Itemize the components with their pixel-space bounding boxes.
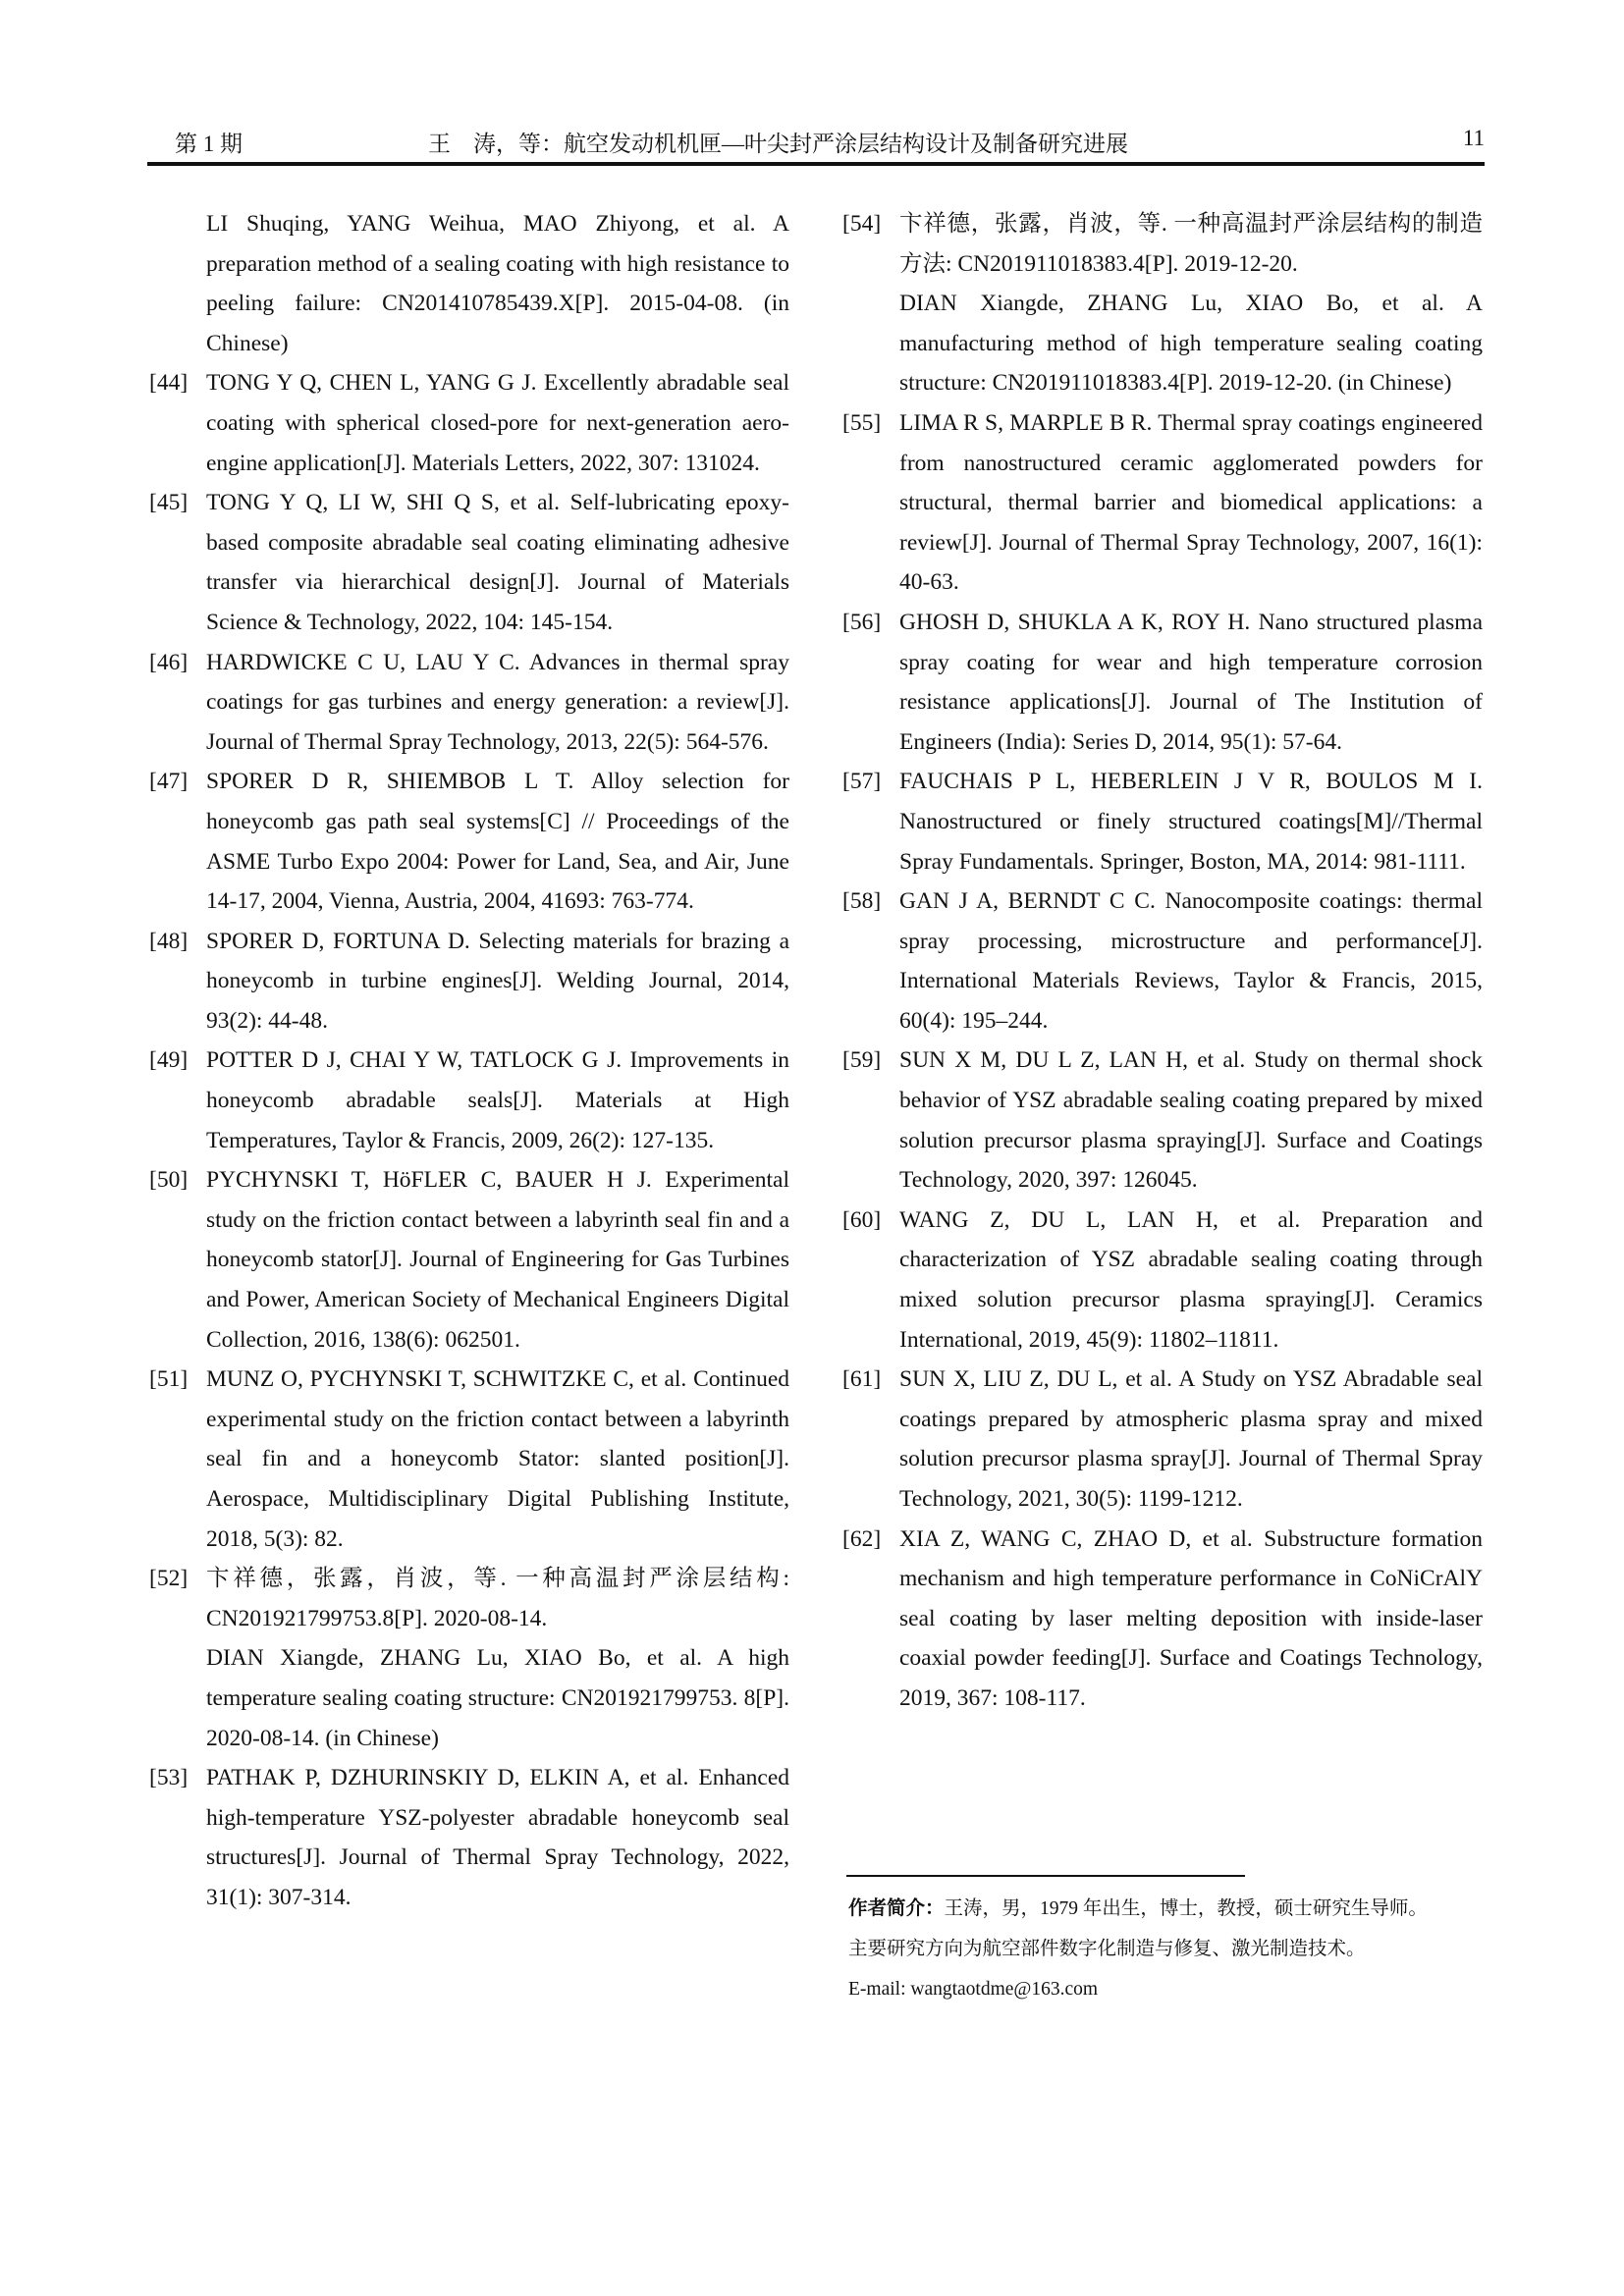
reference-entry — [842, 204, 1483, 284]
reference-entry — [842, 881, 1483, 1041]
running-header — [175, 126, 1485, 161]
reference-text: POTTER D J, CHAI Y W, TATLOCK G J. Improvements in honeycomb abradable seals[J]. Materials at High Temperatures, Taylor & Francis, 2009, 26(2): 127-135. — [206, 1047, 789, 1153]
reference-number: [62] — [842, 1525, 882, 1552]
reference-text: SUN X M, DU L Z, LAN H, et al. Study on thermal shock behavior of YSZ abradable sealing coating prepared by mixed solution precursor plasma spraying[J]. Surface and Coatings Technology, 2020, 397: 126045. — [899, 1047, 1483, 1194]
page-number: 11 — [1462, 126, 1485, 150]
reference-entry — [149, 762, 789, 921]
reference-entry — [149, 363, 789, 483]
reference-number: [58] — [842, 888, 882, 915]
reference-number: [59] — [842, 1047, 882, 1074]
reference-text: WANG Z, DU L, LAN H, et al. Preparation and characterization of YSZ abradable sealing coating through mixed solution precursor plasma spraying[J]. Ceramics International, 2019, 45(9): 11802–11811. — [899, 1206, 1483, 1353]
reference-entry — [149, 643, 789, 763]
reference-entry — [149, 1559, 789, 1638]
reference-number: [60] — [842, 1206, 882, 1233]
reference-entry — [149, 483, 789, 642]
reference-text: TONG Y Q, LI W, SHI Q S, et al. Self-lubricating epoxy-based composite abradable seal coating eliminating adhesive transfer via hierarchical design[J]. Journal of Materials Science & Technology, 2022, 104: 145-154. — [206, 490, 789, 635]
reference-entry — [149, 1758, 789, 1917]
reference-number: [57] — [842, 769, 882, 795]
reference-text: FAUCHAIS P L, HEBERLEIN J V R, BOULOS M I. Nanostructured or finely structured coatings[M]//Thermal Spray Fundamentals. Springer, Boston, MA, 2014: 981-1111. — [899, 769, 1483, 875]
reference-entry — [149, 204, 789, 363]
reference-text: DIAN Xiangde, ZHANG Lu, XIAO Bo, et al. A manufacturing method of high temperature sealing coating structure: CN201911018383.4[P]. 2019-12-20. (in Chinese) — [899, 291, 1483, 397]
reference-entry — [842, 1520, 1483, 1719]
reference-text: LIMA R S, MARPLE B R. Thermal spray coatings engineered from nanostructured ceramic agglomerated powders for structural, thermal barrier and biomedical applications: a review[J]. Journal of Thermal Spray Technology, 2007, 16(1): 40-63. — [899, 409, 1483, 596]
header-rule — [147, 162, 1485, 166]
reference-text: MUNZ O, PYCHYNSKI T, SCHWITZKE C, et al. Continued experimental study on the friction contact between a labyrinth seal fin and a honeycomb Stator: slanted position[J]. Aerospace, Multidisciplinary Digital Publishing Institute, 2018, 5(3): 82. — [206, 1366, 789, 1552]
reference-number: [61] — [842, 1366, 882, 1393]
references-left-column — [149, 204, 789, 1918]
reference-number: [51] — [149, 1366, 189, 1393]
reference-text: LI Shuqing, YANG Weihua, MAO Zhiyong, et al. A preparation method of a sealing coating with high resistance to peeling failure: CN201410785439.X[P]. 2015-04-08. (in Chinese) — [206, 211, 789, 356]
reference-entry — [149, 1041, 789, 1160]
reference-number: [54] — [842, 211, 882, 237]
reference-number: [52] — [149, 1566, 189, 1592]
bio-line-2: 主要研究方向为航空部件数字化制造与修复、激光制造技术。 — [848, 1939, 1366, 1959]
footnote-rule — [846, 1875, 1245, 1877]
reference-text: 卞祥德，张露，肖波，等. 一种高温封严涂层结构的制造方法: CN201911018383.4[P]. 2019-12-20. — [899, 211, 1483, 277]
reference-text: PATHAK P, DZHURINSKIY D, ELKIN A, et al. Enhanced high-temperature YSZ-polyester abradable honeycomb seal structures[J]. Journal of Thermal Spray Technology, 2022, 31(1): 307-314. — [206, 1765, 789, 1910]
reference-entry — [842, 403, 1483, 603]
reference-text: SPORER D R, SHIEMBOB L T. Alloy selection for honeycomb gas path seal systems[C] // Proceedings of the ASME Turbo Expo 2004: Power for Land, Sea, and Air, June 14-17, 2004, Vienna, Austria, 2004, 41693: 763-774. — [206, 769, 789, 915]
author-bio — [848, 1889, 1428, 2009]
reference-text: DIAN Xiangde, ZHANG Lu, XIAO Bo, et al. A high temperature sealing coating structure: CN201921799753. 8[P]. 2020-08-14. (in Chinese) — [206, 1645, 789, 1751]
bio-email: E-mail: wangtaotdme@163.com — [848, 1979, 1099, 2000]
reference-text: GHOSH D, SHUKLA A K, ROY H. Nano structured plasma spray coating for wear and high temperature corrosion resistance applications[J]. Journal of The Institution of Engineers (India): Series D, 2014, 95(1): 57-64. — [899, 609, 1483, 755]
reference-entry — [842, 1360, 1483, 1519]
reference-text: TONG Y Q, CHEN L, YANG G J. Excellently abradable seal coating with spherical closed-pore for next-generation aero-engine application[J]. Materials Letters, 2022, 307: 131024. — [206, 370, 789, 476]
reference-number: [55] — [842, 409, 882, 436]
reference-entry — [842, 284, 1483, 403]
bio-label: 作者简介： — [848, 1898, 945, 1919]
reference-number: [47] — [149, 769, 189, 795]
reference-entry — [149, 922, 789, 1041]
reference-number: [53] — [149, 1765, 189, 1791]
reference-text: SUN X, LIU Z, DU L, et al. A Study on YSZ Abradable seal coatings prepared by atmospheric plasma spray and mixed solution precursor plasma spray[J]. Journal of Thermal Spray Technology, 2021, 30(5): 1199-1212. — [899, 1366, 1483, 1512]
reference-number: [46] — [149, 649, 189, 675]
reference-text: SPORER D, FORTUNA D. Selecting materials for brazing a honeycomb in turbine engines[J]. Welding Journal, 2014, 93(2): 44-48. — [206, 928, 789, 1034]
reference-entry — [842, 762, 1483, 881]
reference-text: 卞祥德，张露，肖波，等. 一种高温封严涂层结构: CN201921799753.8[P]. 2020-08-14. — [206, 1566, 789, 1631]
reference-number: [50] — [149, 1167, 189, 1194]
reference-entry — [149, 1160, 789, 1360]
references-right-column — [842, 204, 1483, 1719]
reference-number: [44] — [149, 370, 189, 397]
reference-entry — [842, 1201, 1483, 1360]
running-title: 王 涛，等：航空发动机机匣—叶尖封严涂层结构设计及制备研究进展 — [428, 132, 1128, 156]
reference-text: GAN J A, BERNDT C C. Nanocomposite coatings: thermal spray processing, microstructure and performance[J]. International Materials Reviews, Taylor & Francis, 2015, 60(4): 195–244. — [899, 888, 1483, 1034]
reference-number: [49] — [149, 1047, 189, 1074]
reference-entry — [842, 603, 1483, 762]
reference-number: [48] — [149, 928, 189, 954]
reference-entry — [149, 1360, 789, 1559]
issue-number: 第 1 期 — [175, 132, 243, 156]
reference-text: HARDWICKE C U, LAU Y C. Advances in thermal spray coatings for gas turbines and energy generation: a review[J]. Journal of Thermal Spray Technology, 2013, 22(5): 564-576. — [206, 649, 789, 755]
reference-number: [45] — [149, 490, 189, 516]
reference-number: [56] — [842, 609, 882, 635]
bio-line-1: 王涛，男，1979 年出生，博士，教授，硕士研究生导师。 — [944, 1898, 1428, 1919]
reference-entry — [842, 1041, 1483, 1200]
reference-text: XIA Z, WANG C, ZHAO D, et al. Substructure formation mechanism and high temperature performance in CoNiCrAlY seal coating by laser melting deposition with inside-laser coaxial powder feeding[J]. Surface and Coatings Technology, 2019, 367: 108-117. — [899, 1525, 1483, 1711]
reference-entry — [149, 1638, 789, 1758]
reference-text: PYCHYNSKI T, HöFLER C, BAUER H J. Experimental study on the friction contact between a labyrinth seal fin and a honeycomb stator[J]. Journal of Engineering for Gas Turbines and Power, American Society of Mechanical Engineers Digital Collection, 2016, 138(6): 062501. — [206, 1167, 789, 1353]
